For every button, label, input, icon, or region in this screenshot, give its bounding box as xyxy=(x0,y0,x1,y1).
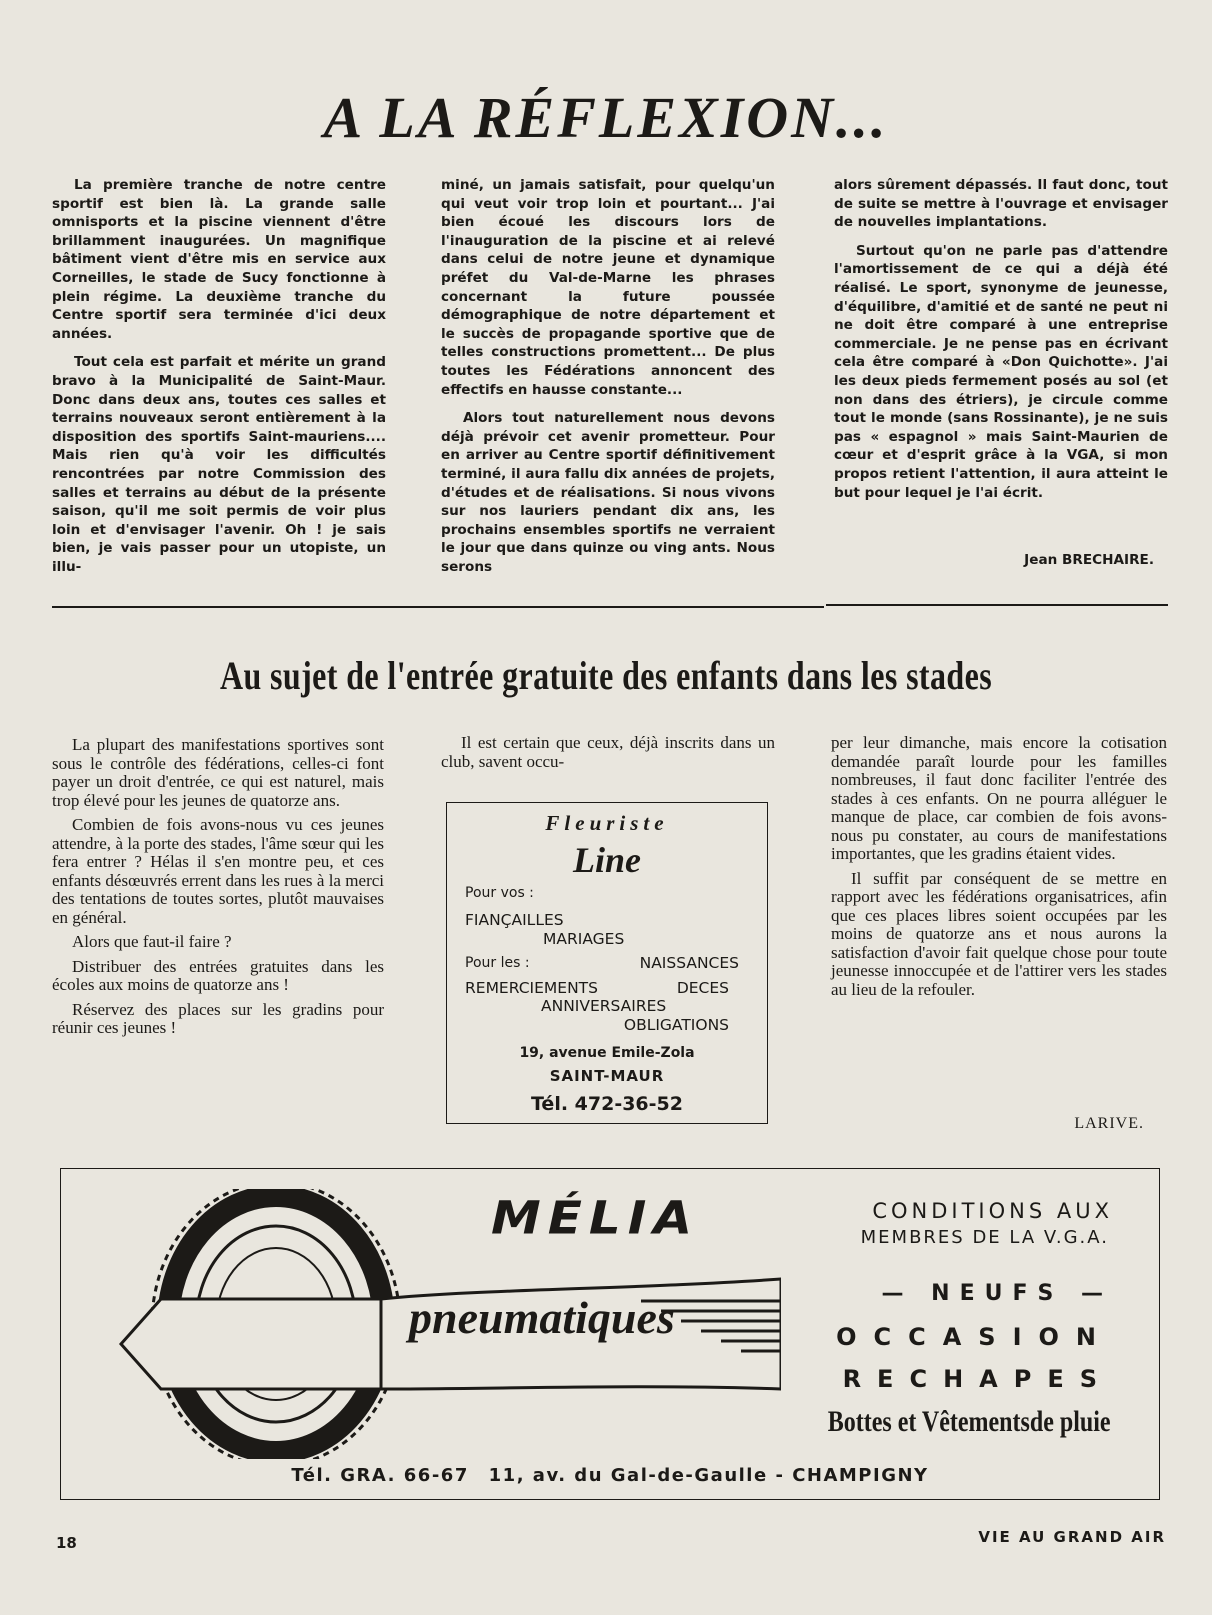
paragraph: Il suffit par conséquent de se mettre en rapport avec les fédérations organisatrices, afin que ces places libres soient occupées par les moins de quatorze ans et nous aurons la satisfaction d'avoir fait quelque chose pour toute jeunesse innoccupée et de l'attirer vers les stades au lieu de la refouler. xyxy=(831,868,1167,999)
melia-address: 11, av. du Gal-de-Gaulle - CHAMPIGNY xyxy=(488,1465,929,1486)
melia-contact xyxy=(61,1465,1159,1486)
melia-bottes: Bottes et Vêtementsde pluie xyxy=(828,1405,1111,1438)
melia-occasion: OCCASION xyxy=(836,1323,1113,1351)
paragraph: Alors tout naturellement nous devons déjà prévoir cet avenir prometteur. Pour en arriver au Centre sportif définitivement terminé, il aura fallu dix années de projets, d'études et de réalisations. Si nous vivons sur nos lauriers pendant dix ans, les prochains ensembles sportifs ne verraient le jour que dans quinze ou ving ants. Nous serons xyxy=(441,410,775,575)
paragraph: Il est certain que ceux, déjà inscrits dans un club, savent occu- xyxy=(441,733,775,771)
publication-name: VIE AU GRAND AIR xyxy=(978,1528,1166,1546)
florist-anniversaires: ANNIVERSAIRES xyxy=(541,997,667,1015)
article1-column-3 xyxy=(834,176,1168,512)
melia-neufs: — NEUFS — xyxy=(881,1281,1113,1306)
paragraph: miné, un jamais satisfait, pour quelqu'un qui veut voir trop loin et pourtant... J'ai bien écoué les discours lors de l'inauguration de la piscine et ai relevé dans celui de notre jeune et dynamique préfet du Val-de-Marne les phrases concernant la future poussée démographique de notre département et le succès de propagande sportive que de telles constructions promettent... De plus toutes les Fédérations annoncent des effectifs en hausse constante... xyxy=(441,177,775,398)
article1-column-2 xyxy=(441,176,775,586)
melia-conditions-line1: CONDITIONS AUX xyxy=(872,1199,1113,1223)
melia-phone: Tél. GRA. 66-67 xyxy=(291,1465,469,1486)
florist-obligations: OBLIGATIONS xyxy=(623,1016,729,1034)
florist-ad xyxy=(446,802,768,1124)
florist-name: Line xyxy=(573,840,641,880)
paragraph: per leur dimanche, mais encore la cotisation demandée paraît lourde pour les familles nombreuses, il faut donc faciliter l'entrée des stades à ces enfants. On ne pourra alléguer le manque de place, car combien de fois avons-nous pu constater, au cours de manifestations importantes, que les gradins étaient vides. xyxy=(831,733,1167,863)
divider xyxy=(52,606,824,608)
paragraph: Combien de fois avons-nous vu ces jeunes attendre, à la porte des stades, l'âme sœur qui les fera entrer ? Hélas il s'en montre peu, et ces enfants désœuvrés errent dans les rues à la merci des tentations de toutes sortes, plutôt mauvaises en général. xyxy=(52,815,384,927)
article1-title: A LA RÉFLEXION... xyxy=(323,85,889,150)
paragraph: alors sûrement dépassés. Il faut donc, tout de suite se mettre à l'ouvrage et envisager de nouvelles implantations. xyxy=(834,177,1168,231)
florist-mariages: MARIAGES xyxy=(543,930,625,948)
paragraph: Distribuer des entrées gratuites dans les écoles aux moins de quatorze ans ! xyxy=(52,956,384,994)
article1-column-1 xyxy=(52,176,386,586)
divider xyxy=(826,604,1168,606)
florist-deces: DECES xyxy=(676,979,729,997)
florist-pour-vos: Pour vos : xyxy=(465,885,534,901)
article2-column-1 xyxy=(52,736,384,1044)
paragraph: Surtout qu'on ne parle pas d'attendre l'amortissement de ce qui a déjà été réalisé. Le sport, synonyme de jeunesse, d'équilibre, d'amitié et de santé ne peut ni ne doit être comparé à une entreprise commerciale. Je ne pense pas en écrivant cela être comparé à «Don Quichotte». J'ai les deux pieds fermement posés au sol (et non dans des étriers), je circule comme tout le monde (sans Rossinante), je ne suis pas « espagnol » mais Saint-Maurien de cœur et d'esprit grâce à la VGA, si mon propos retient l'attention, il aura atteint le but pour lequel je l'ai écrit. xyxy=(834,242,1168,501)
florist-remerciements: REMERCIEMENTS xyxy=(465,979,598,997)
florist-city: SAINT-MAUR xyxy=(549,1067,665,1085)
melia-ad xyxy=(60,1168,1160,1500)
article2-signature: LARIVE. xyxy=(1074,1115,1144,1132)
florist-phone: Tél. 472-36-52 xyxy=(531,1093,683,1115)
paragraph: La plupart des manifestations sportives sont sous le contrôle des fédérations, celles-ci font payer un droit d'entrée, ce qui est naturel, mais trop élevé pour les jeunes de quatorze ans. xyxy=(52,735,384,810)
article2-column-2 xyxy=(441,734,775,777)
paragraph: La première tranche de notre centre sportif est bien là. La grande salle omnisports et la piscine viennent d'être brillamment inaugurées. Un magnifique bâtiment vient d'être mis en service aux Corneilles, le stade de Sucy fonctionne à plein régime. La deuxième tranche du Centre sportif sera terminée d'ici deux années. xyxy=(52,177,386,342)
melia-brand: MÉLIA xyxy=(491,1191,700,1245)
melia-tagline: pneumatiques xyxy=(409,1292,675,1343)
page-number: 18 xyxy=(56,1534,77,1552)
florist-heading: Fleuriste xyxy=(545,811,669,835)
florist-pour-les: Pour les : xyxy=(465,955,530,971)
florist-fiancailles: FIANÇAILLES xyxy=(465,911,564,929)
florist-naissances: NAISSANCES xyxy=(639,954,739,972)
melia-conditions-line2: MEMBRES DE LA V.G.A. xyxy=(860,1227,1109,1248)
florist-address: 19, avenue Emile-Zola xyxy=(519,1045,695,1061)
melia-rechapes: RECHAPES xyxy=(842,1365,1113,1393)
article1-signature: Jean BRECHAIRE. xyxy=(1024,552,1154,568)
article2-column-3 xyxy=(831,734,1167,1005)
paragraph: Tout cela est parfait et mérite un grand bravo à la Municipalité de Saint-Maur. Donc dans deux ans, toutes ces salles et terrains nouveaux seront entièrement à la disposition des sportifs Saint-mauriens.... Mais rien qu'à voir les difficultés rencontrées par notre Commission des salles et terrains au début de la présente saison, qu'il me soit permis de voir plus loin et d'envisager l'avenir. Oh ! je sais bien, je vais passer pour un utopiste, un illu- xyxy=(52,354,386,575)
paragraph: Réservez des places sur les gradins pour réunir ces jeunes ! xyxy=(52,999,384,1037)
article2-title: Au sujet de l'entrée gratuite des enfants dans les stades xyxy=(219,653,993,698)
paragraph: Alors que faut-il faire ? xyxy=(72,932,232,951)
